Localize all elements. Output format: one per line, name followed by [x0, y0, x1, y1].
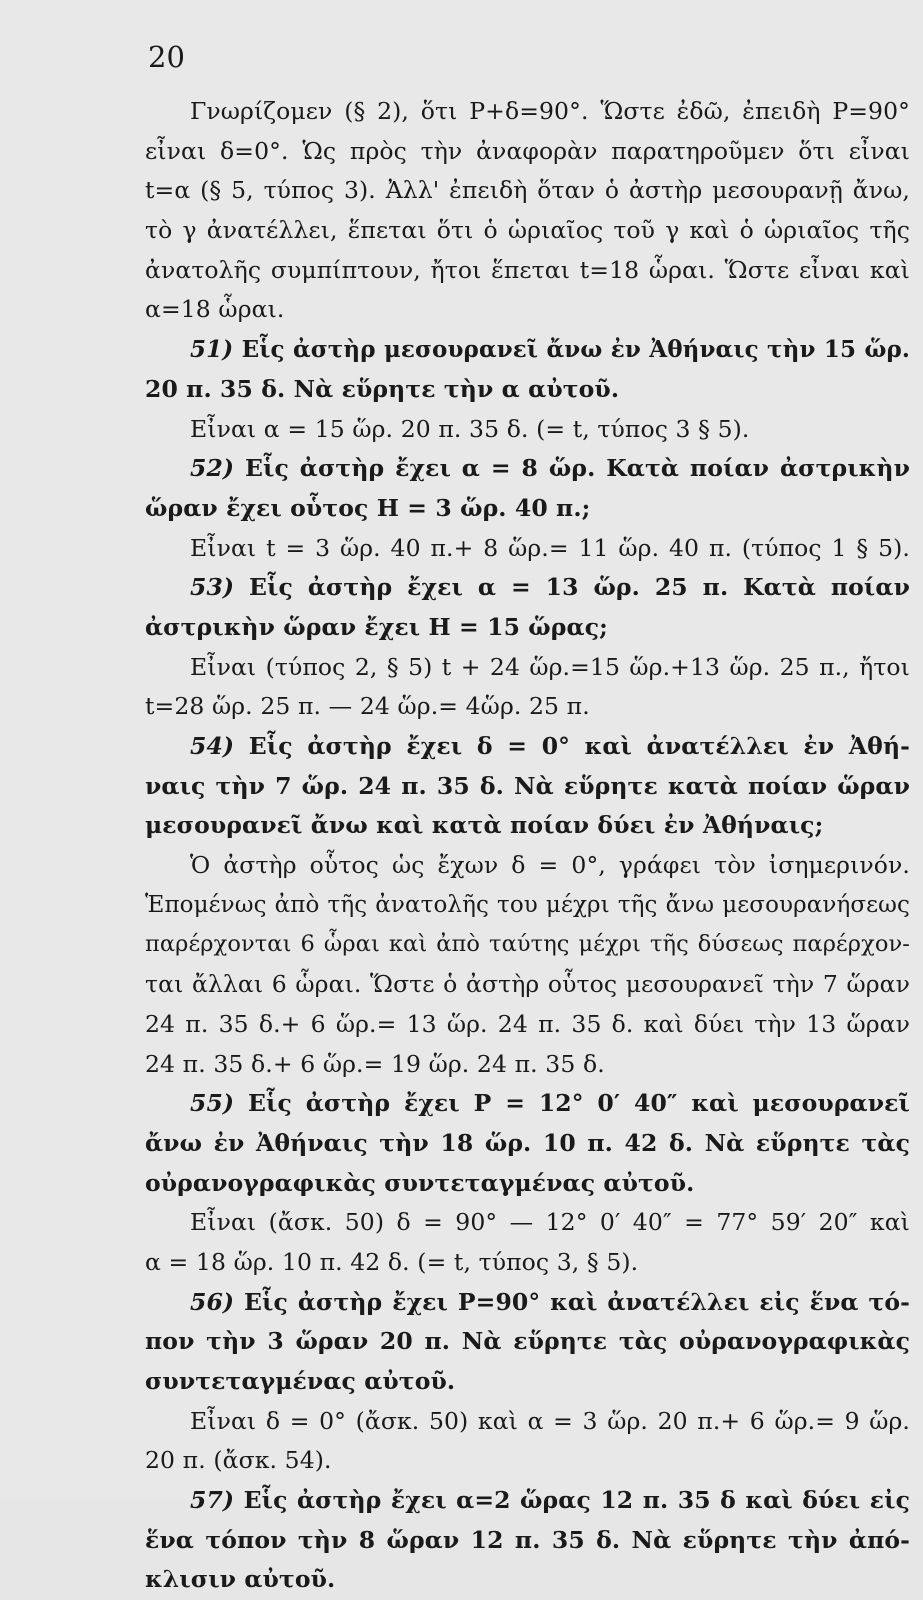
- line-text: εἶναι δ=0°. Ὡς πρὸς τὴν ἀναφορὰν παρατηροῦμεν ὅτι εἶναι: [145, 136, 910, 165]
- text-line: [145, 1005, 910, 1045]
- text-line: [145, 1124, 910, 1164]
- text-line: [145, 965, 910, 1005]
- page-number: 20: [148, 40, 185, 74]
- text-line: [145, 1243, 910, 1283]
- line-text: Εἷς ἀστὴρ μεσουρανεῖ ἄνω ἐν Ἀθήναις τὴν 15 ὥρ.: [241, 336, 910, 364]
- line-text: Εἷς ἀστὴρ ἔχει α = 8 ὥρ. Κατὰ ποίαν ἀστρικὴν: [245, 454, 910, 483]
- line-text: Εἷς ἀστὴρ ἔχει α = 13 ὥρ. 25 π. Κατὰ ποίαν: [249, 573, 910, 602]
- line-text: παρέρχονται 6 ὧραι καὶ ἀπὸ ταύτης μέχρι τῆς δύσεως παρέρχον-: [145, 931, 910, 958]
- text-line: [145, 211, 910, 251]
- exercise-number: 52): [190, 454, 235, 483]
- line-text: ἕνα τόπον τὴν 8 ὥραν 12 π. 35 δ. Νὰ εὕρητε τὴν ἀπό-: [145, 1525, 910, 1554]
- line-text: ται ἄλλαι 6 ὧραι. Ὥστε ὁ ἀστὴρ οὗτος μεσουρανεῖ τὴν 7 ὥραν: [145, 970, 910, 999]
- exercise-number: 55): [190, 1089, 235, 1118]
- line-text: Εἷς ἀστὴρ ἔχει Ρ=90° καὶ ἀνατέλλει εἰς ἕνα τό-: [244, 1287, 910, 1316]
- line-text: κλισιν αὐτοῦ.: [145, 1565, 336, 1594]
- exercise-line: [145, 1084, 910, 1124]
- line-text: Εἶναι α = 15 ὥρ. 20 π. 35 δ. (= t, τύπος 3 § 5).: [190, 414, 750, 443]
- exercise-number: 56): [190, 1287, 235, 1316]
- line-text: Εἶναι (ἄσκ. 50) δ = 90° — 12° 0′ 40″ = 77° 59′ 20″ καὶ: [190, 1208, 910, 1237]
- line-text: t=28 ὥρ. 25 π. — 24 ὥρ.= 4ὥρ. 25 π.: [145, 692, 590, 721]
- text-line: [145, 370, 910, 410]
- line-text: Εἷς ἀστὴρ ἔχει Ρ = 12° 0′ 40″ καὶ μεσουρανεῖ: [247, 1089, 910, 1118]
- line-text: οὐρανογραφικὰς συντεταγμένας αὐτοῦ.: [145, 1168, 695, 1197]
- page-text: [145, 92, 910, 1600]
- line-text: ἀστρικὴν ὥραν ἔχει Η = 15 ὥρας;: [145, 612, 608, 641]
- exercise-number: 54): [190, 732, 235, 760]
- text-line: [145, 1402, 910, 1442]
- exercise-line: [145, 1481, 910, 1521]
- exercise-number: 51): [190, 336, 234, 364]
- text-line: [145, 648, 910, 688]
- line-text: 20 π. 35 δ. Νὰ εὕρητε τὴν α αὐτοῦ.: [145, 374, 620, 403]
- exercise-line: [145, 727, 910, 767]
- line-text: Εἶναι (τύπος 2, § 5) t + 24 ὥρ.=15 ὥρ.+13 ὥρ. 25 π., ἤτοι: [190, 652, 910, 681]
- text-line: [145, 925, 910, 965]
- line-text: συντεταγμένας αὐτοῦ.: [145, 1367, 456, 1395]
- text-line: [145, 1045, 910, 1085]
- text-line: [145, 767, 910, 807]
- line-text: ἀνατολῆς συμπίπτουν, ἤτοι ἕπεται t=18 ὧραι. Ὥστε εἶναι καὶ: [145, 255, 910, 284]
- line-text: Ἑπομένως ἀπὸ τῆς ἀνατολῆς του μέχρι τῆς ἄνω μεσουρανήσεως: [145, 891, 910, 918]
- text-line: [145, 410, 910, 450]
- text-line: [145, 251, 910, 291]
- text-line: [145, 806, 910, 846]
- text-line: [145, 290, 910, 330]
- exercise-number: 57): [190, 1486, 235, 1515]
- text-line: [145, 529, 910, 569]
- text-line: [145, 1521, 910, 1561]
- text-line: [145, 1362, 910, 1402]
- line-text: Εἷς ἀστὴρ ἔχει α=2 ὥρας 12 π. 35 δ καὶ δύει εἰς: [243, 1486, 910, 1515]
- line-text: Εἶναι t = 3 ὥρ. 40 π.+ 8 ὥρ.= 11 ὥρ. 40 π. (τύπος 1 § 5).: [190, 533, 910, 562]
- text-line: [145, 846, 910, 886]
- line-text: Γνωρίζομεν (§ 2), ὅτι Ρ+δ=90°. Ὥστε ἐδῶ, ἐπειδὴ Ρ=90°: [190, 97, 910, 125]
- line-text: ναις τὴν 7 ὥρ. 24 π. 35 δ. Νὰ εὕρητε κατὰ ποίαν ὥραν: [145, 771, 910, 800]
- line-text: 24 π. 35 δ.+ 6 ὥρ.= 13 ὥρ. 24 π. 35 δ. καὶ δύει τὴν 13 ὥραν: [145, 1009, 910, 1038]
- exercise-line: [145, 568, 910, 608]
- line-text: α=18 ὧραι.: [145, 295, 285, 324]
- text-line: [145, 1560, 910, 1600]
- line-text: πον τὴν 3 ὥραν 20 π. Νὰ εὕρητε τὰς οὐρανογραφικὰς: [145, 1327, 910, 1356]
- text-line: [145, 132, 910, 172]
- line-text: t=α (§ 5, τύπος 3). Ἀλλ' ἐπειδὴ ὅταν ὁ ἀστὴρ μεσουρανῇ ἄνω,: [145, 176, 910, 205]
- text-line: [145, 1203, 910, 1243]
- text-line: [145, 886, 910, 926]
- exercise-line: [145, 449, 910, 489]
- text-line: [145, 608, 910, 648]
- line-text: ὥραν ἔχει οὗτος Η = 3 ὥρ. 40 π.;: [145, 493, 591, 522]
- exercise-number: 53): [190, 573, 235, 602]
- line-text: 20 π. (ἄσκ. 54).: [145, 1446, 332, 1475]
- exercise-line: [145, 330, 910, 370]
- exercise-line: [145, 1283, 910, 1323]
- text-line: [145, 489, 910, 529]
- line-text: Εἷς ἀστὴρ ἔχει δ = 0° καὶ ἀνατέλλει ἐν Ἀθή-: [248, 732, 910, 760]
- text-line: [145, 1164, 910, 1204]
- line-text: Ὁ ἀστὴρ οὗτος ὡς ἔχων δ = 0°, γράφει τὸν ἰσημερινόν.: [190, 851, 910, 880]
- line-text: α = 18 ὥρ. 10 π. 42 δ. (= t, τύπος 3, § 5).: [145, 1247, 639, 1276]
- text-line: [145, 92, 910, 132]
- line-text: τὸ γ ἀνατέλλει, ἕπεται ὅτι ὁ ὡριαῖος τοῦ γ καὶ ὁ ὡριαῖος τῆς: [145, 216, 910, 245]
- line-text: 24 π. 35 δ.+ 6 ὥρ.= 19 ὥρ. 24 π. 35 δ.: [145, 1049, 605, 1078]
- text-line: [145, 171, 910, 211]
- line-text: ἄνω ἐν Ἀθήναις τὴν 18 ὥρ. 10 π. 42 δ. Νὰ εὕρητε τὰς: [145, 1128, 910, 1157]
- text-line: [145, 1441, 910, 1481]
- line-text: μεσουρανεῖ ἄνω καὶ κατὰ ποίαν δύει ἐν Ἀθήναις;: [145, 811, 824, 840]
- text-line: [145, 687, 910, 727]
- text-line: [145, 1322, 910, 1362]
- line-text: Εἶναι δ = 0° (ἄσκ. 50) καὶ α = 3 ὥρ. 20 π.+ 6 ὥρ.= 9 ὥρ.: [190, 1406, 910, 1435]
